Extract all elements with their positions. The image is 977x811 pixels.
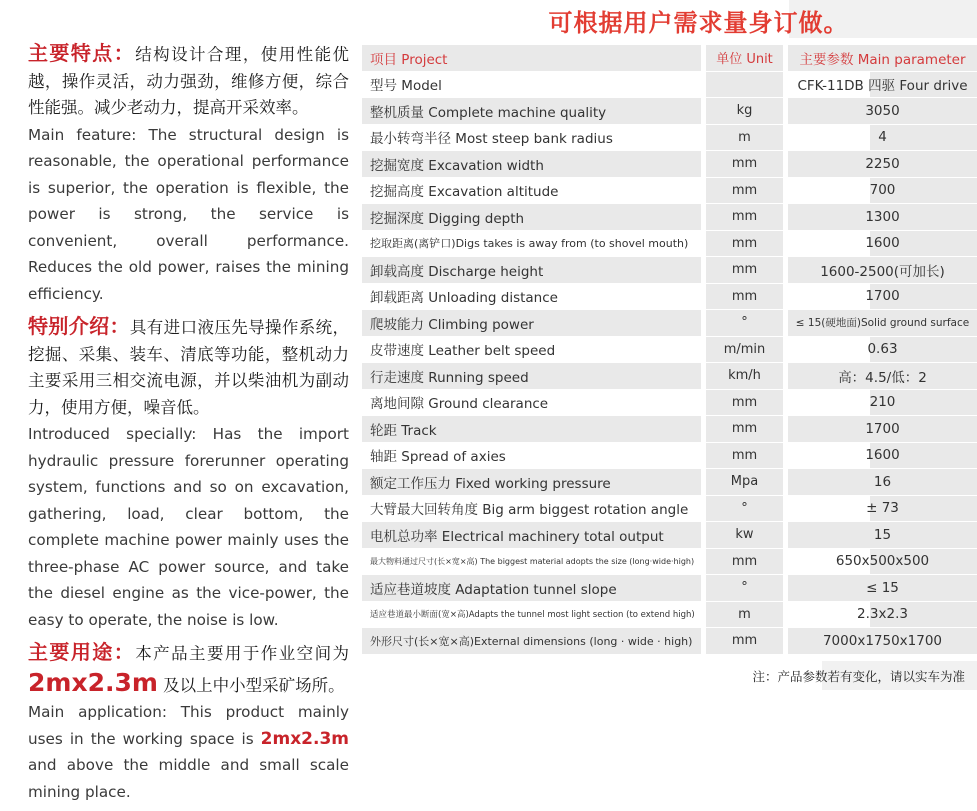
table-row <box>362 125 977 152</box>
unit-cell: ° <box>706 575 783 602</box>
table-row <box>362 178 977 205</box>
section-special-introduction <box>28 313 349 633</box>
project-cell: 爬坡能力 Climbing power <box>362 310 701 337</box>
project-cell: 外形尺寸(长×宽×高)External dimensions (long · wide · high) <box>362 628 701 655</box>
special-introduction-heading: 特别介绍： <box>28 314 130 338</box>
unit-cell: ° <box>706 310 783 337</box>
parameter-cell: 2.3x2.3 <box>788 602 977 629</box>
table-row <box>362 522 977 549</box>
project-cell: 最小转弯半径 Most steep bank radius <box>362 125 701 152</box>
project-cell: 适应巷道坡度 Adaptation tunnel slope <box>362 575 701 602</box>
project-cell: 电机总功率 Electrical machinery total output <box>362 522 701 549</box>
parameter-cell: 210 <box>788 390 977 417</box>
unit-cell <box>706 72 783 99</box>
project-cell: 额定工作压力 Fixed working pressure <box>362 469 701 496</box>
project-cell: 最大物料通过尺寸(长×宽×高) The biggest material adopts the size (long·wide·high) <box>362 549 701 576</box>
project-cell: 挖掘高度 Excavation altitude <box>362 178 701 205</box>
project-cell: 卸载高度 Discharge height <box>362 257 701 284</box>
table-row <box>362 390 977 417</box>
project-cell: 挖掘宽度 Excavation width <box>362 151 701 178</box>
table-row <box>362 204 977 231</box>
main-application-heading: 主要用途： <box>28 640 136 664</box>
unit-cell: m/min <box>706 337 783 364</box>
unit-cell: mm <box>706 416 783 443</box>
project-cell: 大臂最大回转角度 Big arm biggest rotation angle <box>362 496 701 523</box>
header-project: 项目 Project <box>362 45 701 72</box>
parameter-cell: 7000x1750x1700 <box>788 628 977 655</box>
main-application-cn: 主要用途：本产品主要用于作业空间为 2mx2.3m 及以上中小型采矿场所。 <box>28 640 349 697</box>
parameter-cell: 1700 <box>788 416 977 443</box>
description-column <box>28 40 349 811</box>
parameter-cell: 1700 <box>788 284 977 311</box>
unit-cell: mm <box>706 204 783 231</box>
project-cell: 挖取距离(离铲口)Digs takes is away from (to shovel mouth) <box>362 231 701 258</box>
unit-cell: km/h <box>706 363 783 390</box>
unit-cell: ° <box>706 496 783 523</box>
unit-cell: mm <box>706 231 783 258</box>
unit-cell: mm <box>706 284 783 311</box>
main-application-en: Main application: This product mainly uses in the working space is 2mx2.3m and above the middle and small scale mining place. <box>28 703 349 801</box>
parameter-cell: 1600 <box>788 443 977 470</box>
main-feature-en: Main feature: The structural design is reasonable, the operational performance is superior, the operation is flexible, the power is strong, the service is convenient, overall performance. Reduces the old power, raises the mining efficiency. <box>28 125 349 303</box>
unit-cell: kw <box>706 522 783 549</box>
unit-cell: mm <box>706 549 783 576</box>
header-parameter: 主要参数 Main parameter <box>788 45 977 72</box>
parameter-cell: 3050 <box>788 98 977 125</box>
parameter-cell: 16 <box>788 469 977 496</box>
unit-cell: mm <box>706 151 783 178</box>
table-row <box>362 628 977 655</box>
parameter-cell: 15 <box>788 522 977 549</box>
spec-table <box>362 45 977 655</box>
table-row <box>362 363 977 390</box>
table-row <box>362 284 977 311</box>
table-row <box>362 443 977 470</box>
project-cell: 皮带速度 Leather belt speed <box>362 337 701 364</box>
project-cell: 离地间隙 Ground clearance <box>362 390 701 417</box>
table-row <box>362 602 977 629</box>
project-cell: 整机质量 Complete machine quality <box>362 98 701 125</box>
parameter-cell: 1600 <box>788 231 977 258</box>
project-cell: 适应巷道最小断面(宽×高)Adapts the tunnel most light section (to extend high) <box>362 602 701 629</box>
parameter-cell: 700 <box>788 178 977 205</box>
table-row <box>362 257 977 284</box>
table-row <box>362 151 977 178</box>
unit-cell: mm <box>706 178 783 205</box>
table-row <box>362 496 977 523</box>
unit-cell: m <box>706 602 783 629</box>
table-row <box>362 416 977 443</box>
unit-cell: Mpa <box>706 469 783 496</box>
header-unit: 单位 Unit <box>706 45 783 72</box>
parameter-cell: 4 <box>788 125 977 152</box>
parameter-cell: 650x500x500 <box>788 549 977 576</box>
special-introduction-en: Introduced specially: Has the import hydraulic pressure forerunner operating system, functions and so on excavation, gathering, load, clear bottom, the complete machine power mainly uses the three-phase AC power source, and take the diesel engine as the vice-power, the easy to operate, the noise is low. <box>28 425 349 629</box>
table-row <box>362 310 977 337</box>
section-main-feature <box>28 40 349 307</box>
main-feature-cn: 主要特点：结构设计合理，使用性能优越，操作灵活，动力强劲，维修方便，综合性能强。减少老动力，提高开采效率。 <box>28 41 349 117</box>
page-title: 可根据用户需求量身订做。 <box>548 9 849 37</box>
table-row <box>362 72 977 99</box>
project-cell: 卸载距离 Unloading distance <box>362 284 701 311</box>
table-body <box>362 72 977 655</box>
project-cell: 型号 Model <box>362 72 701 99</box>
table-row <box>362 337 977 364</box>
footnote: 注：产品参数若有变化，请以实车为准 <box>752 669 965 684</box>
table-row <box>362 231 977 258</box>
parameter-cell: 2250 <box>788 151 977 178</box>
table-row <box>362 575 977 602</box>
parameter-cell: 高：4.5/低：2 <box>788 363 977 390</box>
section-main-application <box>28 639 349 805</box>
parameter-cell: 1300 <box>788 204 977 231</box>
unit-cell: mm <box>706 443 783 470</box>
special-introduction-cn: 特别介绍：具有进口液压先导操作系统，挖掘、采集、装车、清底等功能，整机动力主要采用三相交流电源，并以柴油机为副动力，使用方便，噪音低。 <box>28 314 350 417</box>
parameter-cell: 1600-2500(可加长) <box>788 257 977 284</box>
project-cell: 轴距 Spread of axies <box>362 443 701 470</box>
unit-cell: mm <box>706 257 783 284</box>
table-row <box>362 469 977 496</box>
table-header-row <box>362 45 977 72</box>
parameter-cell: ≤ 15 <box>788 575 977 602</box>
working-space-size-cn: 2mx2.3m <box>28 667 158 697</box>
unit-cell: kg <box>706 98 783 125</box>
unit-cell: mm <box>706 628 783 655</box>
project-cell: 轮距 Track <box>362 416 701 443</box>
unit-cell: m <box>706 125 783 152</box>
project-cell: 挖掘深度 Digging depth <box>362 204 701 231</box>
project-cell: 行走速度 Running speed <box>362 363 701 390</box>
parameter-cell: CFK-11DB 四驱 Four drive <box>788 72 977 99</box>
parameter-cell: ± 73 <box>788 496 977 523</box>
table-row <box>362 549 977 576</box>
parameter-cell: 0.63 <box>788 337 977 364</box>
main-feature-heading: 主要特点： <box>28 41 136 65</box>
working-space-size-en: 2mx2.3m <box>260 728 349 749</box>
table-row <box>362 98 977 125</box>
parameter-cell: ≤ 15(硬地面)Solid ground surface <box>788 310 977 337</box>
unit-cell: mm <box>706 390 783 417</box>
